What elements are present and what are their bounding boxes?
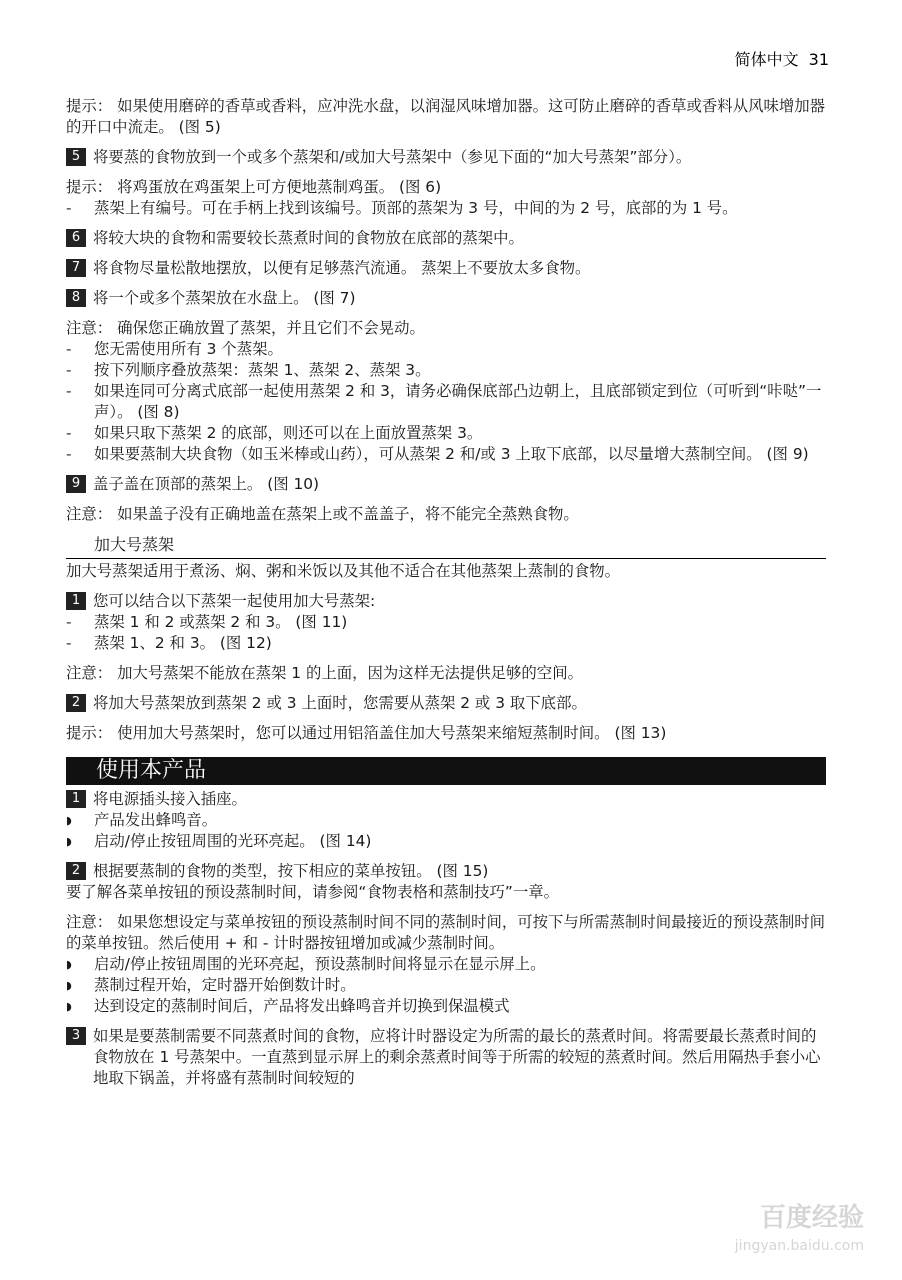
step-item bbox=[66, 591, 826, 612]
page-content bbox=[66, 96, 826, 1089]
dash-list-item bbox=[66, 198, 826, 219]
dash-bullet: - bbox=[66, 382, 72, 400]
intro-paragraph: 加大号蒸架适用于煮汤、焖、粥和米饭以及其他不适合在其他蒸架上蒸制的食物。 bbox=[66, 562, 621, 580]
result-list-item bbox=[66, 954, 826, 975]
result-list-item bbox=[66, 996, 826, 1017]
step-item bbox=[66, 147, 826, 168]
list-text: 蒸制过程开始，定时器开始倒数计时。 bbox=[94, 976, 356, 994]
note-paragraph: 注意： 如果您想设定与菜单按钮的预设蒸制时间不同的蒸制时间，可按下与所需蒸制时间最接近的预设蒸制时间的菜单按钮。然后使用 + 和 - 计时器按钮增加或减少蒸制时间。 bbox=[66, 913, 826, 952]
dash-list-item bbox=[66, 633, 826, 654]
list-text: 产品发出蜂鸣音。 bbox=[94, 811, 218, 829]
tip-paragraph: 提示： 使用加大号蒸架时，您可以通过用铝箔盖住加大号蒸架来缩短蒸制时间。 (图 13) bbox=[66, 724, 667, 742]
step-number-badge: 9 bbox=[66, 475, 86, 493]
list-text: 蒸架 1、2 和 3。 (图 12) bbox=[94, 634, 272, 652]
step-text: 将电源插头接入插座。 bbox=[93, 790, 247, 808]
step-item bbox=[66, 288, 826, 309]
step-text: 将加大号蒸架放到蒸架 2 或 3 上面时，您需要从蒸架 2 或 3 取下底部。 bbox=[93, 694, 587, 712]
step-number-badge: 1 bbox=[66, 592, 86, 610]
dash-list-item bbox=[66, 360, 826, 381]
result-list-item bbox=[66, 831, 826, 852]
list-text: 如果要蒸制大块食物（如玉米棒或山药），可从蒸架 2 和/或 3 上取下底部，以尽量增大蒸制空间。 (图 9) bbox=[94, 445, 809, 463]
step-text: 根据要蒸制的食物的类型，按下相应的菜单按钮。 (图 15) bbox=[93, 862, 489, 880]
triangle-bullet-icon: ◗ bbox=[66, 1000, 72, 1013]
list-text: 蒸架上有编号。可在手柄上找到该编号。顶部的蒸架为 3 号，中间的为 2 号，底部的为 1 号。 bbox=[94, 199, 738, 217]
dash-bullet: - bbox=[66, 340, 72, 358]
triangle-bullet-icon: ◗ bbox=[66, 958, 72, 971]
dash-bullet: - bbox=[66, 613, 72, 631]
triangle-bullet-icon: ◗ bbox=[66, 814, 72, 827]
language-label: 简体中文 bbox=[734, 50, 799, 69]
result-list-item bbox=[66, 810, 826, 831]
watermark-brand: 百度经验 bbox=[759, 1203, 864, 1233]
step-text: 如果是要蒸制需要不同蒸煮时间的食物，应将计时器设定为所需的最长的蒸煮时间。将需要最长蒸煮时间的食物放在 1 号蒸架中。一直蒸到显示屏上的剩余蒸煮时间等于所需的较短的蒸煮时间。然后用隔热手套小心地取下锅盖，并将盛有蒸制时间较短的 bbox=[93, 1027, 821, 1087]
list-text: 您无需使用所有 3 个蒸架。 bbox=[94, 340, 283, 358]
result-list-item bbox=[66, 975, 826, 996]
triangle-bullet-icon: ◗ bbox=[66, 835, 72, 848]
step-number-badge: 5 bbox=[66, 148, 86, 166]
step-text: 将要蒸的食物放到一个或多个蒸架和/或加大号蒸架中（参见下面的“加大号蒸架”部分）。 bbox=[93, 148, 692, 166]
triangle-bullet-icon: ◗ bbox=[66, 979, 72, 992]
dash-bullet: - bbox=[66, 361, 72, 379]
dash-list-item bbox=[66, 444, 826, 465]
note-paragraph: 注意： 确保您正确放置了蒸架，并且它们不会晃动。 bbox=[66, 319, 425, 337]
step-number-badge: 2 bbox=[66, 862, 86, 880]
step-item bbox=[66, 1026, 826, 1089]
dash-list-item bbox=[66, 612, 826, 633]
step-item bbox=[66, 693, 826, 714]
watermark-url: jingyan.baidu.com bbox=[734, 1238, 864, 1254]
list-text: 蒸架 1 和 2 或蒸架 2 和 3。 (图 11) bbox=[94, 613, 348, 631]
list-text: 按下列顺序叠放蒸架：蒸架 1、蒸架 2、蒸架 3。 bbox=[94, 361, 431, 379]
watermark bbox=[735, 1204, 864, 1260]
dash-bullet: - bbox=[66, 634, 72, 652]
dash-list-item bbox=[66, 423, 826, 444]
info-paragraph: 要了解各菜单按钮的预设蒸制时间，请参阅“食物表格和蒸制技巧”一章。 bbox=[66, 883, 560, 901]
step-item bbox=[66, 861, 826, 882]
dash-list-item bbox=[66, 381, 826, 423]
section-heading-bar: 使用本产品 bbox=[66, 757, 826, 785]
step-number-badge: 2 bbox=[66, 694, 86, 712]
dash-bullet: - bbox=[66, 445, 72, 463]
step-number-badge: 7 bbox=[66, 259, 86, 277]
tip-paragraph: 提示： 如果使用磨碎的香草或香料，应冲洗水盘，以润湿风味增加器。这可防止磨碎的香草或香料从风味增加器的开口中流走。 (图 5) bbox=[66, 97, 826, 136]
step-item bbox=[66, 474, 826, 495]
list-text: 达到设定的蒸制时间后，产品将发出蜂鸣音并切换到保温模式 bbox=[94, 997, 510, 1015]
dash-bullet: - bbox=[66, 424, 72, 442]
tip-paragraph: 提示： 将鸡蛋放在鸡蛋架上可方便地蒸制鸡蛋。 (图 6) bbox=[66, 178, 442, 196]
step-item bbox=[66, 258, 826, 279]
step-text: 将一个或多个蒸架放在水盘上。 (图 7) bbox=[93, 289, 356, 307]
step-item bbox=[66, 228, 826, 249]
step-text: 将食物尽量松散地摆放，以便有足够蒸汽流通。 蒸架上不要放太多食物。 bbox=[93, 259, 591, 277]
note-paragraph: 注意： 加大号蒸架不能放在蒸架 1 的上面，因为这样无法提供足够的空间。 bbox=[66, 664, 583, 682]
step-text: 将较大块的食物和需要较长蒸煮时间的食物放在底部的蒸架中。 bbox=[93, 229, 524, 247]
dash-list-item bbox=[66, 339, 826, 360]
step-text: 您可以结合以下蒸架一起使用加大号蒸架: bbox=[93, 592, 376, 610]
list-text: 启动/停止按钮周围的光环亮起，预设蒸制时间将显示在显示屏上。 bbox=[94, 955, 546, 973]
list-text: 启动/停止按钮周围的光环亮起。 (图 14) bbox=[94, 832, 372, 850]
step-number-badge: 6 bbox=[66, 229, 86, 247]
dash-bullet: - bbox=[66, 199, 72, 217]
subsection-heading: 加大号蒸架 bbox=[94, 535, 175, 554]
step-text: 盖子盖在顶部的蒸架上。 (图 10) bbox=[93, 475, 320, 493]
step-number-badge: 3 bbox=[66, 1027, 86, 1045]
page-number: 31 bbox=[808, 50, 829, 69]
heading-rule bbox=[66, 558, 826, 559]
step-number-badge: 1 bbox=[66, 790, 86, 808]
page-header bbox=[735, 47, 829, 70]
note-paragraph: 注意： 如果盖子没有正确地盖在蒸架上或不盖盖子，将不能完全蒸熟食物。 bbox=[66, 505, 579, 523]
list-text: 如果连同可分离式底部一起使用蒸架 2 和 3，请务必确保底部凸边朝上，且底部锁定到位（可听到“咔哒”一声）。 (图 8) bbox=[94, 382, 822, 421]
step-item bbox=[66, 789, 826, 810]
step-number-badge: 8 bbox=[66, 289, 86, 307]
list-text: 如果只取下蒸架 2 的底部，则还可以在上面放置蒸架 3。 bbox=[94, 424, 483, 442]
